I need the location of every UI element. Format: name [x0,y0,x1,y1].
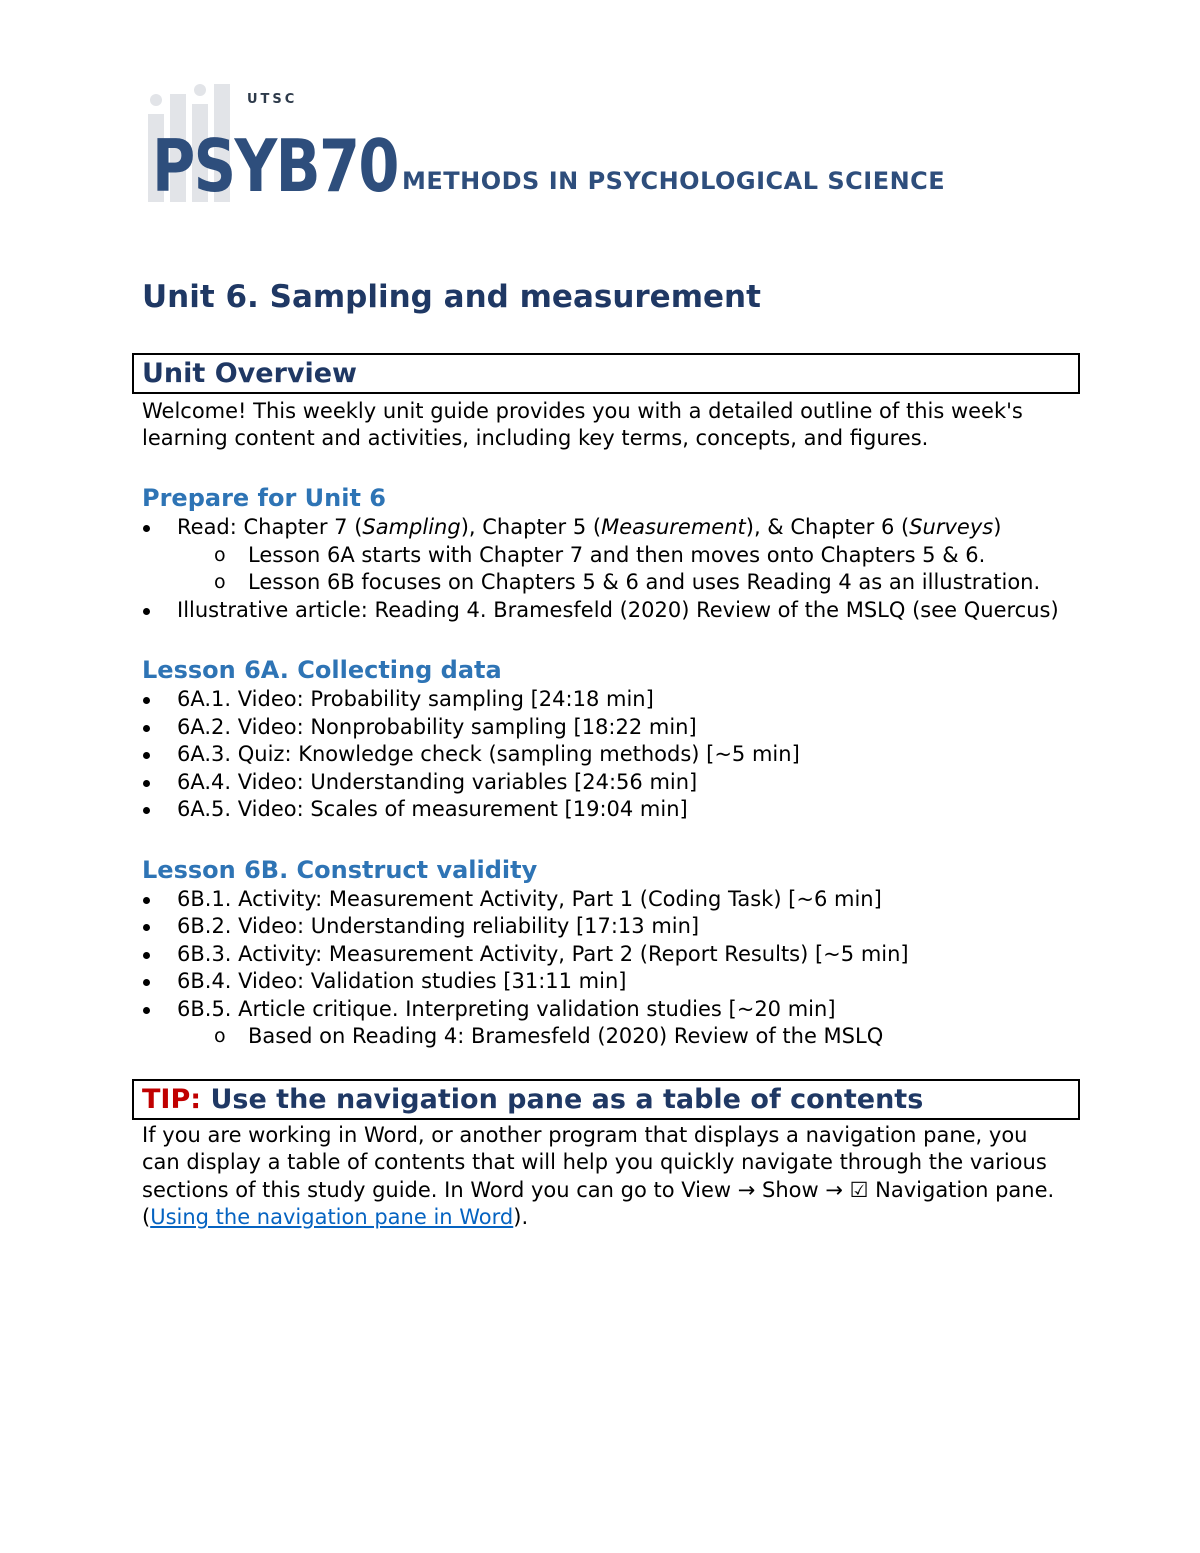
lesson-6b-heading: Lesson 6B. Construct validity [142,855,538,884]
list-item: 6B.2. Video: Understanding reliability [17:13 min] [142,913,1070,941]
list-item: 6B.4. Video: Validation studies [31:11 min] [142,968,1070,996]
list-item: 6A.4. Video: Understanding variables [24:56 min] [142,769,1070,797]
tip-heading-text: Use the navigation pane as a table of contents [201,1083,924,1115]
institution-label: UTSC [247,92,298,107]
list-item: 6A.3. Quiz: Knowledge check (sampling methods) [~5 min] [142,741,1070,769]
tip-heading [132,1079,1080,1120]
unit-overview-heading: Unit Overview [132,353,1080,394]
prepare-list [142,514,1070,624]
list-item: 6B.1. Activity: Measurement Activity, Part 1 (Coding Task) [~6 min] [142,886,1070,914]
course-title: METHODS IN PSYCHOLOGICAL SCIENCE [402,167,946,195]
list-item: Read: Chapter 7 (Sampling), Chapter 5 (Measurement), & Chapter 6 (Surveys) [142,514,1070,542]
navigation-pane-help-link[interactable]: Using the navigation pane in Word [150,1205,514,1229]
list-sub-item: o Lesson 6A starts with Chapter 7 and then moves onto Chapters 5 & 6. [142,542,1070,570]
list-item: 6B.5. Article critique. Interpreting validation studies [~20 min] [142,996,1070,1024]
course-logo [140,78,1010,208]
list-item: Illustrative article: Reading 4. Bramesfeld (2020) Review of the MSLQ (see Quercus) [142,597,1070,625]
list-item: 6A.2. Video: Nonprobability sampling [18:22 min] [142,714,1070,742]
list-sub-item: o Lesson 6B focuses on Chapters 5 & 6 and uses Reading 4 as an illustration. [142,569,1070,597]
lesson-6a-list [142,686,1070,824]
page-title: Unit 6. Sampling and measurement [142,279,761,315]
tip-text: If you are working in Word, or another program that displays a navigation pane, you can display a table of contents that will help you quickly navigate through the various sections of this study guide. In Word you can go to View → Show → ☑ Navigation pane. (Using the navigation pane in Word). [142,1122,1055,1229]
tip-label: TIP: [142,1083,202,1115]
document-content [142,276,1070,1232]
unit-overview-text: Welcome! This weekly unit guide provides you with a detailed outline of this week's learning content and activities, including key terms, concepts, and figures. [142,399,1023,450]
list-item: 6A.5. Video: Scales of measurement [19:04 min] [142,796,1070,824]
prepare-heading: Prepare for Unit 6 [142,484,386,512]
list-item: 6B.3. Activity: Measurement Activity, Part 2 (Report Results) [~5 min] [142,941,1070,969]
list-item: 6A.1. Video: Probability sampling [24:18 min] [142,686,1070,714]
course-code: PSYB70 [152,124,398,208]
lesson-6b-list [142,886,1070,1051]
list-sub-item: o Based on Reading 4: Bramesfeld (2020) Review of the MSLQ [142,1023,1070,1051]
lesson-6a-heading: Lesson 6A. Collecting data [142,656,502,684]
